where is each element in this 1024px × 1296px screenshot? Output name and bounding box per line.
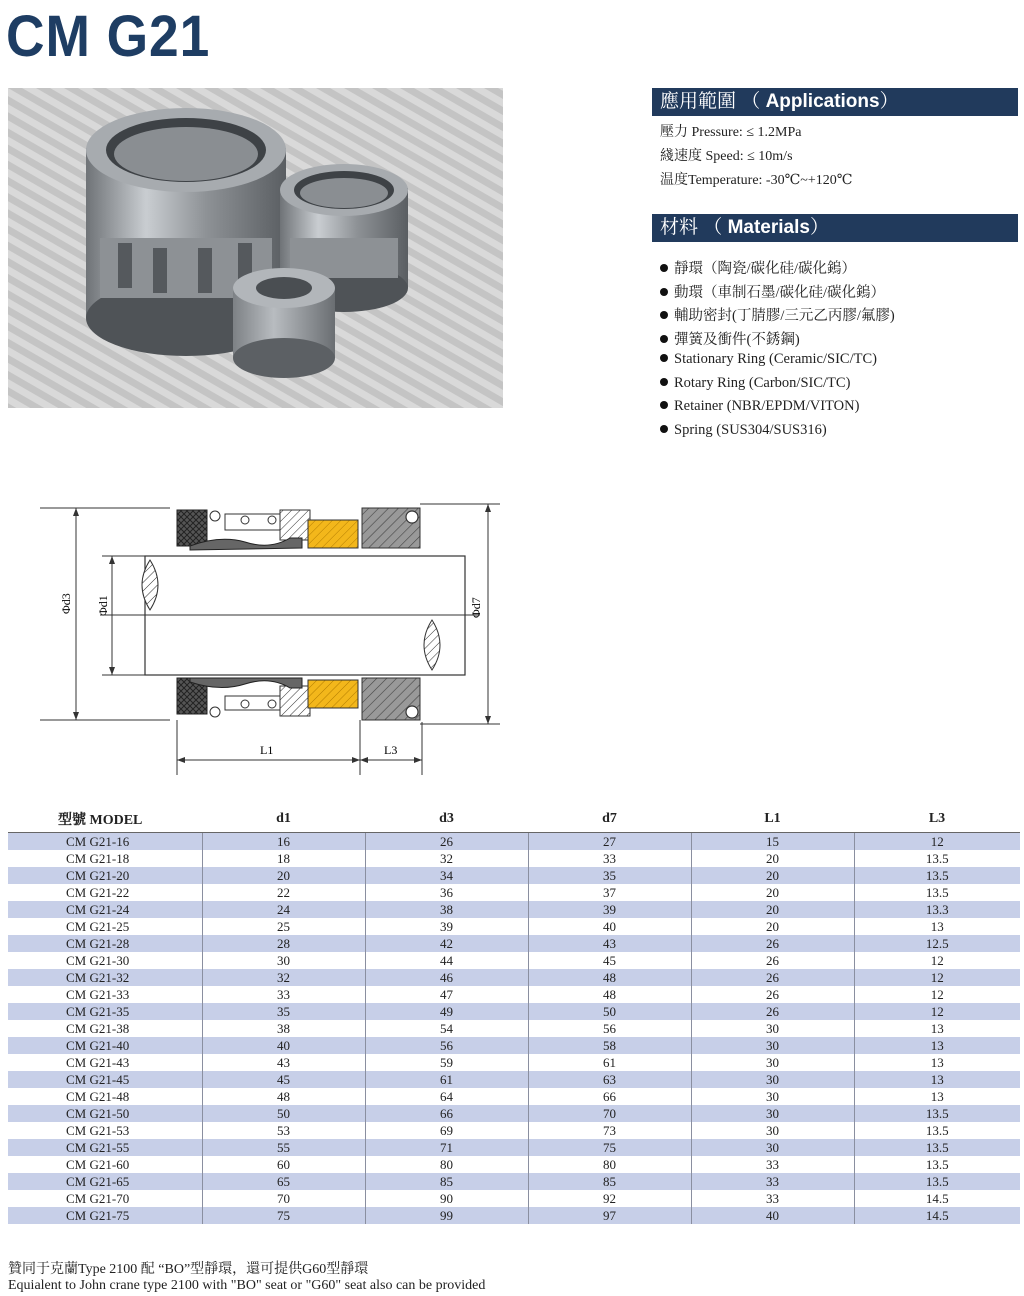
table-cell: 60: [202, 1156, 365, 1173]
table-cell: 13.5: [854, 1139, 1020, 1156]
applications-heading-cn: 應用範圍: [660, 91, 737, 112]
column-header: d3: [365, 806, 528, 833]
material-item: Stationary Ring (Ceramic/SIC/TC): [660, 351, 877, 368]
table-row: [8, 1088, 1020, 1105]
table-cell: 34: [365, 867, 528, 884]
table-cell: CM G21-75: [8, 1207, 202, 1224]
table-cell: 30: [202, 952, 365, 969]
table-cell: 39: [528, 901, 691, 918]
table-cell: 30: [691, 1088, 854, 1105]
table-cell: 13: [854, 1020, 1020, 1037]
table-cell: 38: [202, 1020, 365, 1037]
table-cell: 69: [365, 1122, 528, 1139]
material-item: 靜環（陶瓷/碳化硅/碳化鎢）: [660, 257, 856, 278]
column-header: d1: [202, 806, 365, 833]
table-row: [8, 1156, 1020, 1173]
table-cell: 71: [365, 1139, 528, 1156]
table-cell: 37: [528, 884, 691, 901]
table-cell: 73: [528, 1122, 691, 1139]
table-cell: CM G21-45: [8, 1071, 202, 1088]
table-cell: 13.5: [854, 867, 1020, 884]
table-cell: 58: [528, 1037, 691, 1054]
table-cell: CM G21-65: [8, 1173, 202, 1190]
table-cell: CM G21-53: [8, 1122, 202, 1139]
table-cell: 30: [691, 1054, 854, 1071]
table-cell: 26: [691, 935, 854, 952]
table-cell: 13.5: [854, 1122, 1020, 1139]
table-cell: CM G21-25: [8, 918, 202, 935]
column-header: L1: [691, 806, 854, 833]
table-row: [8, 1071, 1020, 1088]
table-cell: 25: [202, 918, 365, 935]
L3-label: L3: [384, 743, 398, 757]
table-cell: 75: [528, 1139, 691, 1156]
table-cell: 24: [202, 901, 365, 918]
materials-heading: 材料 （ Materials）: [652, 214, 1018, 242]
material-item: Retainer (NBR/EPDM/VITON): [660, 398, 859, 415]
footer-note-en: Equialent to John crane type 2100 with "BO" seat or "G60" seat also can be provided: [8, 1278, 486, 1293]
material-item: 動環（車制石墨/碳化硅/碳化鎢）: [660, 281, 885, 302]
table-cell: 39: [365, 918, 528, 935]
table-cell: 38: [365, 901, 528, 918]
applications-heading: 應用範圍 （ Applications）: [652, 88, 1018, 116]
table-cell: 61: [365, 1071, 528, 1088]
table-cell: 13.3: [854, 901, 1020, 918]
table-cell: 55: [202, 1139, 365, 1156]
table-cell: 18: [202, 850, 365, 867]
table-cell: 49: [365, 1003, 528, 1020]
table-cell: 85: [365, 1173, 528, 1190]
table-cell: 13: [854, 1054, 1020, 1071]
table-cell: 12: [854, 1003, 1020, 1020]
table-cell: 32: [365, 850, 528, 867]
table-cell: 80: [528, 1156, 691, 1173]
table-cell: 97: [528, 1207, 691, 1224]
table-cell: 33: [691, 1156, 854, 1173]
table-row: [8, 884, 1020, 901]
table-cell: 13.5: [854, 1173, 1020, 1190]
table-cell: 33: [202, 986, 365, 1003]
table-cell: 45: [528, 952, 691, 969]
table-cell: 61: [528, 1054, 691, 1071]
table-cell: 45: [202, 1071, 365, 1088]
table-cell: 46: [365, 969, 528, 986]
table-cell: CM G21-20: [8, 867, 202, 884]
footer-note-cn: 贊同于克蘭Type 2100 配 “BO”型靜環，還可提供G60型靜環: [8, 1262, 369, 1277]
table-cell: 92: [528, 1190, 691, 1207]
table-row: [8, 1020, 1020, 1037]
applications-heading-en: Applications: [765, 91, 880, 112]
table-cell: 66: [528, 1088, 691, 1105]
table-cell: 20: [691, 867, 854, 884]
table-row: [8, 935, 1020, 952]
table-cell: 47: [365, 986, 528, 1003]
L1-label: L1: [260, 743, 274, 757]
table-row: [8, 833, 1020, 851]
material-item: Spring (SUS304/SUS316): [660, 422, 827, 439]
table-cell: 30: [691, 1020, 854, 1037]
table-cell: 26: [365, 833, 528, 851]
table-cell: 12: [854, 952, 1020, 969]
table-body: [8, 833, 1020, 1225]
speed-line: 綫速度 Speed: ≤ 10m/s: [660, 149, 793, 164]
table-cell: 15: [691, 833, 854, 851]
table-row: [8, 1037, 1020, 1054]
table-cell: 33: [691, 1173, 854, 1190]
table-cell: CM G21-60: [8, 1156, 202, 1173]
table-cell: 14.5: [854, 1207, 1020, 1224]
table-row: [8, 986, 1020, 1003]
table-cell: 33: [528, 850, 691, 867]
table-cell: 40: [691, 1207, 854, 1224]
table-cell: 99: [365, 1207, 528, 1224]
table-cell: CM G21-18: [8, 850, 202, 867]
table-cell: 12: [854, 986, 1020, 1003]
table-cell: 20: [691, 901, 854, 918]
material-item: 彈簧及衝件(不銹鋼): [660, 328, 800, 349]
table-cell: CM G21-32: [8, 969, 202, 986]
table-cell: 59: [365, 1054, 528, 1071]
spec-table: [8, 806, 1020, 1224]
table-cell: 13: [854, 1088, 1020, 1105]
table-row: [8, 1003, 1020, 1020]
table-cell: 30: [691, 1105, 854, 1122]
material-item: Rotary Ring (Carbon/SIC/TC): [660, 375, 850, 392]
table-cell: 70: [202, 1190, 365, 1207]
table-cell: 64: [365, 1088, 528, 1105]
d1-label: Φd1: [96, 595, 110, 616]
table-cell: 56: [365, 1037, 528, 1054]
table-cell: 50: [528, 1003, 691, 1020]
table-cell: 43: [528, 935, 691, 952]
table-cell: 20: [691, 918, 854, 935]
table-cell: CM G21-24: [8, 901, 202, 918]
materials-heading-en: Materials: [727, 217, 810, 238]
table-cell: 30: [691, 1122, 854, 1139]
table-cell: 30: [691, 1139, 854, 1156]
table-cell: CM G21-48: [8, 1088, 202, 1105]
table-row: [8, 1122, 1020, 1139]
table-cell: 14.5: [854, 1190, 1020, 1207]
table-cell: 28: [202, 935, 365, 952]
table-row: [8, 1139, 1020, 1156]
table-cell: 13.5: [854, 850, 1020, 867]
table-cell: 35: [202, 1003, 365, 1020]
table-cell: 63: [528, 1071, 691, 1088]
table-cell: 13.5: [854, 1156, 1020, 1173]
table-cell: 20: [691, 850, 854, 867]
d7-label: Φd7: [469, 597, 483, 618]
table-cell: 30: [691, 1037, 854, 1054]
table-cell: CM G21-33: [8, 986, 202, 1003]
table-cell: CM G21-43: [8, 1054, 202, 1071]
table-cell: CM G21-22: [8, 884, 202, 901]
table-cell: 42: [365, 935, 528, 952]
d3-label: Φd3: [59, 593, 73, 614]
page-title: CM G21: [6, 4, 211, 69]
pressure-line: 壓力 Pressure: ≤ 1.2MPa: [660, 125, 802, 140]
table-cell: 36: [365, 884, 528, 901]
table-cell: CM G21-28: [8, 935, 202, 952]
table-cell: 20: [691, 884, 854, 901]
temperature-line: 温度Temperature: -30℃~+120℃: [660, 173, 853, 188]
table-cell: 32: [202, 969, 365, 986]
table-cell: 35: [528, 867, 691, 884]
table-cell: CM G21-30: [8, 952, 202, 969]
table-cell: 13.5: [854, 884, 1020, 901]
table-cell: 75: [202, 1207, 365, 1224]
table-cell: 26: [691, 952, 854, 969]
table-cell: CM G21-35: [8, 1003, 202, 1020]
table-cell: 16: [202, 833, 365, 851]
table-cell: 27: [528, 833, 691, 851]
table-cell: 26: [691, 1003, 854, 1020]
table-cell: 12: [854, 969, 1020, 986]
table-cell: 56: [528, 1020, 691, 1037]
table-cell: 53: [202, 1122, 365, 1139]
table-row: [8, 952, 1020, 969]
table-row: [8, 850, 1020, 867]
table-cell: 33: [691, 1190, 854, 1207]
table-cell: 90: [365, 1190, 528, 1207]
table-header-row: [8, 806, 1020, 833]
table-cell: 30: [691, 1071, 854, 1088]
cross-section-diagram: [40, 490, 520, 780]
table-cell: 66: [365, 1105, 528, 1122]
product-photo: [8, 88, 503, 408]
table-row: [8, 867, 1020, 884]
table-row: [8, 1207, 1020, 1224]
column-header: 型號 MODEL: [8, 806, 202, 833]
column-header: L3: [854, 806, 1020, 833]
table-cell: 26: [691, 969, 854, 986]
table-cell: 65: [202, 1173, 365, 1190]
table-cell: 48: [528, 969, 691, 986]
materials-heading-cn: 材料: [660, 217, 699, 238]
table-cell: 50: [202, 1105, 365, 1122]
table-cell: 22: [202, 884, 365, 901]
table-cell: 43: [202, 1054, 365, 1071]
table-cell: 40: [202, 1037, 365, 1054]
table-cell: 85: [528, 1173, 691, 1190]
table-cell: 70: [528, 1105, 691, 1122]
table-cell: 12.5: [854, 935, 1020, 952]
table-cell: CM G21-70: [8, 1190, 202, 1207]
table-row: [8, 1054, 1020, 1071]
table-row: [8, 918, 1020, 935]
table-cell: 26: [691, 986, 854, 1003]
table-cell: CM G21-55: [8, 1139, 202, 1156]
column-header: d7: [528, 806, 691, 833]
table-cell: 20: [202, 867, 365, 884]
table-row: [8, 1190, 1020, 1207]
table-cell: 13: [854, 918, 1020, 935]
table-cell: 44: [365, 952, 528, 969]
table-row: [8, 1105, 1020, 1122]
table-row: [8, 1173, 1020, 1190]
table-row: [8, 969, 1020, 986]
table-cell: 48: [528, 986, 691, 1003]
table-cell: CM G21-16: [8, 833, 202, 851]
table-cell: 13: [854, 1071, 1020, 1088]
table-cell: CM G21-38: [8, 1020, 202, 1037]
table-cell: 13.5: [854, 1105, 1020, 1122]
table-cell: 12: [854, 833, 1020, 851]
table-cell: 13: [854, 1037, 1020, 1054]
material-item: 輔助密封(丁腈膠/三元乙丙膠/氟膠): [660, 304, 895, 325]
table-cell: 48: [202, 1088, 365, 1105]
table-cell: CM G21-50: [8, 1105, 202, 1122]
table-cell: 40: [528, 918, 691, 935]
table-cell: CM G21-40: [8, 1037, 202, 1054]
table-cell: 54: [365, 1020, 528, 1037]
table-row: [8, 901, 1020, 918]
table-cell: 80: [365, 1156, 528, 1173]
